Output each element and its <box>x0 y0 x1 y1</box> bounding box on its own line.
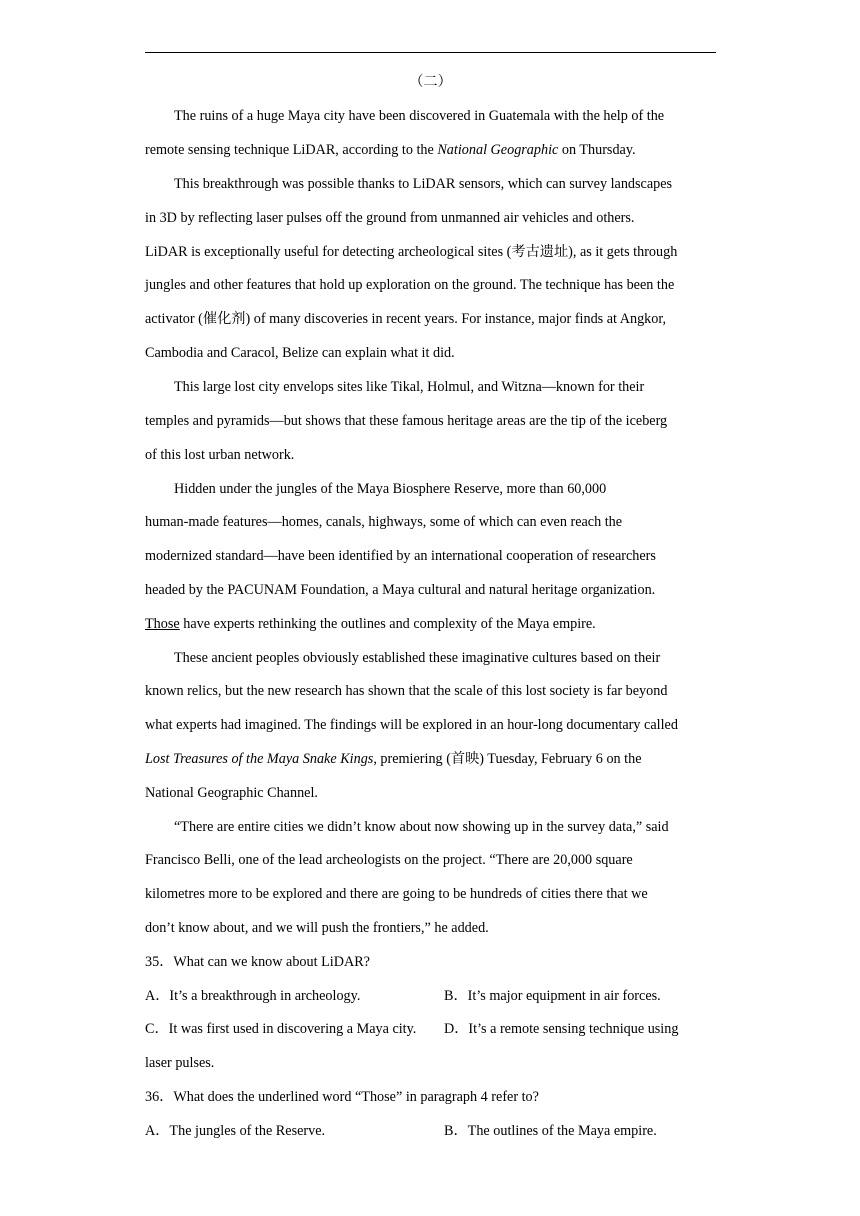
p4-line: human-made features—homes, canals, highways, some of which can even reach the <box>145 514 623 530</box>
option-b: B．It’s major equipment in air forces. <box>444 988 661 1004</box>
underlined-word: Those <box>145 616 180 632</box>
p4-line: modernized standard—have been identified by an international cooperation of researchers <box>145 548 656 564</box>
p2-line: in 3D by reflecting laser pulses off the ground from unmanned air vehicles and others. <box>145 210 635 226</box>
p2-line: Cambodia and Caracol, Belize can explain what it did. <box>145 345 455 361</box>
option-d: D．It’s a remote sensing technique using <box>444 1021 679 1037</box>
option-b: B．The outlines of the Maya empire. <box>444 1123 657 1139</box>
option-a: A．The jungles of the Reserve. <box>145 1123 326 1139</box>
p2-line: This breakthrough was possible thanks to LiDAR sensors, which can survey landscapes <box>174 176 673 192</box>
p5-line: known relics, but the new research has shown that the scale of this lost society is far beyond <box>145 683 668 699</box>
documentary-title: Lost Treasures of the Maya Snake Kings <box>145 751 374 767</box>
question-stem: 36．What does the underlined word “Those” in paragraph 4 refer to? <box>145 1089 539 1105</box>
p4-line: Those have experts rethinking the outlines and complexity of the Maya empire. <box>145 616 596 632</box>
header-rule <box>145 52 716 53</box>
p1-line: The ruins of a huge Maya city have been discovered in Guatemala with the help of the <box>174 108 665 124</box>
p3-line: of this lost urban network. <box>145 447 295 463</box>
p1-line: remote sensing technique LiDAR, according to the National Geographic on Thursday. <box>145 142 636 158</box>
p4-line: Hidden under the jungles of the Maya Biosphere Reserve, more than 60,000 <box>174 481 607 497</box>
p3-line: This large lost city envelops sites like Tikal, Holmul, and Witzna—known for their <box>174 379 645 395</box>
option-d-continued: laser pulses. <box>145 1055 215 1071</box>
p5-line: These ancient peoples obviously established these imaginative cultures based on their <box>174 650 661 666</box>
p5-line: Lost Treasures of the Maya Snake Kings, premiering (首映) Tuesday, February 6 on the <box>145 751 642 767</box>
p6-line: “There are entire cities we didn’t know about now showing up in the survey data,” said <box>174 819 669 835</box>
option-c: C．It was first used in discovering a Maya city. <box>145 1021 417 1037</box>
question-stem: 35．What can we know about LiDAR? <box>145 954 370 970</box>
p2-line: LiDAR is exceptionally useful for detecting archeological sites (考古遗址), as it gets through <box>145 244 678 260</box>
p5-line: National Geographic Channel. <box>145 785 318 801</box>
section-heading: （二） <box>409 74 452 90</box>
p3-line: temples and pyramids—but shows that these famous heritage areas are the tip of the iceberg <box>145 413 668 429</box>
p2-line: jungles and other features that hold up exploration on the ground. The technique has been the <box>145 277 675 293</box>
source-name: National Geographic <box>437 142 559 158</box>
option-a: A．It’s a breakthrough in archeology. <box>145 988 361 1004</box>
p4-line: headed by the PACUNAM Foundation, a Maya cultural and natural heritage organization. <box>145 582 656 598</box>
p5-line: what experts had imagined. The findings will be explored in an hour-long documentary called <box>145 717 678 733</box>
p6-line: don’t know about, and we will push the frontiers,” he added. <box>145 920 489 936</box>
p6-line: kilometres more to be explored and there are going to be hundreds of cities there that we <box>145 886 648 902</box>
p2-line: activator (催化剂) of many discoveries in recent years. For instance, major finds at Angkor, <box>145 311 667 327</box>
p6-line: Francisco Belli, one of the lead archeologists on the project. “There are 20,000 square <box>145 852 633 868</box>
